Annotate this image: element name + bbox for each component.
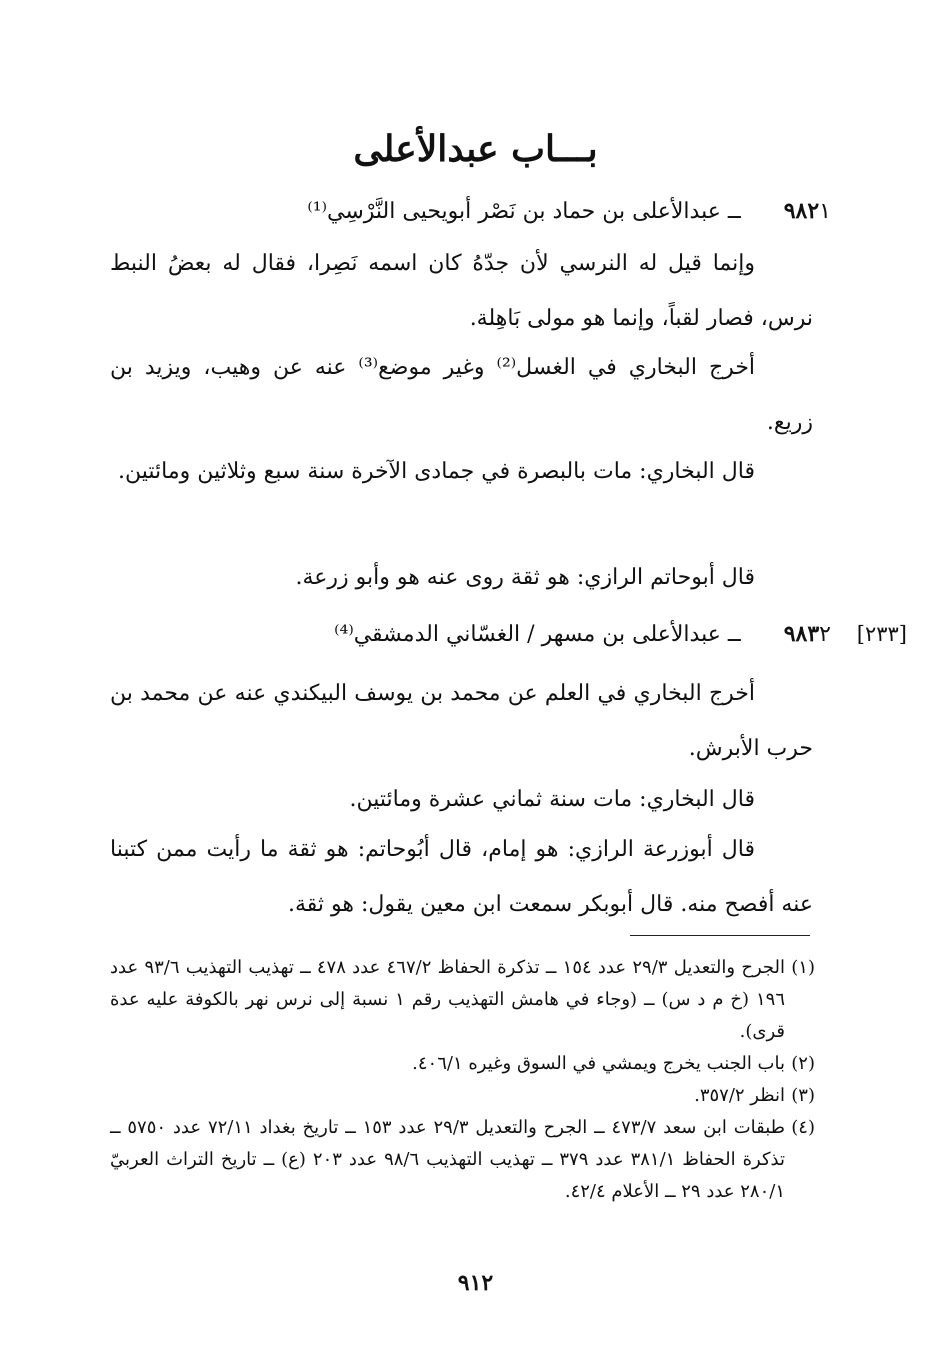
entry-name: ١ ــ عبدالأعلى بن حماد بن نَصْر أبويحيى النَّرْسِي⁽¹⁾	[307, 199, 831, 224]
entry-heading-982	[111, 197, 831, 227]
footnote-id: (١)	[791, 957, 815, 978]
footnote-id: (٤)	[791, 1117, 815, 1138]
page-number: ٩١٢	[457, 1270, 494, 1296]
entry-number: ٩٨٢	[783, 198, 820, 224]
entry-paragraph: وإنما قيل له النرسي لأن جدّهُ كان اسمه نَصِرا، فقال له بعضُ النبط نرس، فصار لقباً، وإنما هو مولى بَاهِلة.	[110, 251, 813, 331]
footnote-text: طبقات ابن سعد ٤٧٣/٧ ــ الجرح والتعديل ٢٩/٣ عدد ١٥٣ ــ تاريخ بغداد ٧٢/١١ عدد ٥٧٥٠ ــ تذكرة الحفاظ ٣٨١/١ عدد ٣٧٩ ــ تهذيب التهذيب ٩٨/٦ عدد ٢٠٣ (ع) ــ تاريخ التراث العربيّ ٢٨٠/١ عدد ٢٩ ــ الأعلام ٤٢/٤.	[110, 1117, 785, 1202]
footnote-text: انظر ٣٥٧/٢.	[694, 1085, 785, 1106]
footnote-divider	[630, 935, 810, 936]
entry-number: ٩٨٣	[783, 621, 820, 647]
entry-name: ٢ ــ عبدالأعلى بن مسهر / الغسّاني الدمشقي⁽⁴⁾	[334, 622, 831, 647]
entry-paragraph: أخرج البخاري في العلم عن محمد بن يوسف البيكندي عنه عن محمد بن حرب الأبرش.	[110, 681, 813, 761]
footnote-2	[110, 1048, 815, 1080]
entry-paragraph: قال البخاري: مات سنة ثماني عشرة ومائتين.	[349, 787, 755, 812]
footnote-3	[110, 1080, 815, 1112]
footnotes	[110, 952, 815, 1208]
footnote-id: (٣)	[791, 1085, 815, 1106]
entry-paragraph: قال البخاري: مات بالبصرة في جمادى الآخرة سنة سبع وثلاثين ومائتين.	[118, 459, 755, 484]
entry-paragraph: قال أبوحاتم الرازي: هو ثقة روى عنه هو وأبو زرعة.	[295, 565, 755, 590]
footnote-text: باب الجنب يخرج ويمشي في السوق وغيره ٤٠٦/١.	[412, 1053, 785, 1074]
footnote-id: (٢)	[791, 1053, 815, 1074]
entry-paragraph: قال أبوزرعة الرازي: هو إمام، قال أبُوحاتم: هو ثقة ما رأيت ممن كتبنا عنه أفصح منه. قال أبوبكر سمعت ابن معين يقول: هو ثقة.	[110, 837, 813, 917]
entry-heading-983	[111, 620, 907, 650]
footnote-text: الجرح والتعديل ٢٩/٣ عدد ١٥٤ ــ تذكرة الحفاظ ٤٦٧/٢ عدد ٤٧٨ ــ تهذيب التهذيب ٩٣/٦ عدد ١٩٦ (خ م د س) ــ (وجاء في هامش التهذيب رقم ١ نسبة إلى نرس نهر بالكوفة عليه عدة قرى).	[110, 957, 786, 1042]
chapter-title: بـــاب عبدالأعلى	[353, 128, 598, 170]
footnote-4	[110, 1112, 815, 1208]
page-marker: [٢٣٣]	[856, 622, 907, 646]
footnote-1	[110, 952, 815, 1048]
entry-paragraph: أخرج البخاري في الغسل⁽²⁾ وغير موضع⁽³⁾ عنه عن وهيب، ويزيد بن زريع.	[110, 355, 813, 435]
